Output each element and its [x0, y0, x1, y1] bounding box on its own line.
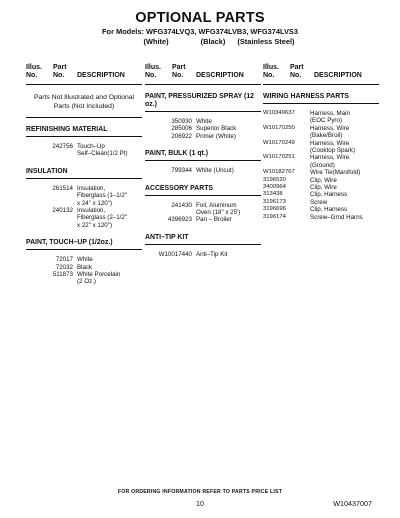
description-header: DESCRIPTION: [77, 72, 125, 79]
part-description: Clip, Harness: [310, 206, 348, 214]
part-row: [263, 169, 379, 176]
part-row: [263, 214, 379, 221]
variant-black: (Black): [200, 37, 226, 46]
part-description: Clip, Wire: [310, 184, 337, 192]
page-title: OPTIONAL PARTS: [135, 10, 265, 26]
column-1-sections: [26, 126, 142, 286]
part-number: W10170250: [263, 124, 295, 131]
parts-column-3: [263, 62, 379, 221]
part-row: [26, 271, 142, 286]
part-description: Harness, Main (EOC Pyro): [310, 110, 350, 125]
section-items: [145, 202, 261, 224]
part-number: W10170249: [263, 139, 295, 146]
part-row: [263, 177, 379, 184]
section-title: WIRING HARNESS PARTS: [263, 93, 379, 104]
section-items: [26, 256, 142, 286]
part-row: [26, 256, 142, 263]
variant-white: (White): [143, 37, 169, 46]
column-2-sections: [145, 93, 261, 258]
part-description: Anti–Tip Kit: [196, 250, 228, 258]
part-description: Black: [77, 263, 93, 271]
part-description: Insulation, Fiberglass (1–1/2" x 24" x 120"): [77, 184, 128, 207]
section-items: [145, 251, 261, 258]
part-number: 206922: [171, 132, 192, 140]
part-description: Clip, Wire: [310, 176, 337, 184]
part-number: W10349637: [263, 110, 295, 116]
parts-column-1: [26, 62, 142, 286]
part-row: [263, 199, 379, 206]
ordering-info: FOR ORDERING INFORMATION REFER TO PARTS PRICE LIST: [117, 489, 283, 495]
part-description: Touch–Up Self–Clean(1/2 Pt): [77, 143, 128, 158]
part-number: 72017: [55, 256, 73, 264]
part-number: 285006: [171, 125, 192, 133]
part-description: Screw–Grnd Harns: [310, 213, 363, 221]
part-number: 242756: [52, 143, 73, 150]
part-number: 3196696: [263, 206, 286, 213]
part-number: 261514: [52, 184, 73, 192]
part-row: [263, 191, 379, 198]
part-row: [263, 184, 379, 191]
part-number: 241430: [171, 201, 192, 209]
column-header: [26, 62, 142, 85]
part-row: [145, 167, 261, 174]
section-title: REFINISHING MATERIAL: [26, 126, 142, 137]
part-description: Harness, Wire (Cooktop Spark): [310, 139, 356, 155]
part-description: Primer (White): [196, 132, 236, 140]
part-row: [145, 133, 261, 140]
part-number: 3196173: [263, 198, 286, 205]
part-row: [145, 118, 261, 125]
part-header: Part No.: [172, 64, 186, 79]
section-items: [26, 185, 142, 229]
column-header: [263, 62, 379, 85]
section-items: [145, 118, 261, 140]
part-number: 799344: [171, 167, 192, 175]
illus-header: Illus. No.: [263, 64, 279, 79]
section-title: ANTI–TIP KIT: [145, 234, 261, 245]
part-number: 3196174: [263, 213, 286, 220]
part-description: White Porcelain (2 Oz.): [77, 271, 121, 286]
part-description: Foil, Aluminum Oven (18" x 25'): [196, 201, 241, 217]
part-number: 313438: [263, 191, 283, 198]
illus-header: Illus. No.: [145, 64, 161, 79]
part-description: Clip, Harness: [310, 191, 348, 199]
part-row: [145, 216, 261, 223]
document-number: W10437007: [333, 499, 372, 508]
column-header: [145, 62, 261, 85]
column-3-sections: [263, 93, 379, 221]
part-header: Part No.: [290, 64, 304, 79]
part-number: 72032: [55, 263, 73, 271]
section-items: [145, 167, 261, 174]
part-number: 4396923: [167, 216, 192, 224]
part-row: [145, 202, 261, 217]
part-number: 350930: [171, 118, 192, 125]
section-title: PAINT, TOUCH–UP (1/2oz.): [26, 239, 142, 250]
part-description: Insulation, Fiberglass (2–1/2" x 22" x 120"): [77, 207, 128, 229]
illus-header: Illus. No.: [26, 64, 42, 79]
part-row: [26, 264, 142, 271]
description-header: DESCRIPTION: [314, 72, 362, 79]
page-number: 10: [196, 499, 204, 508]
section-title: PAINT, BULK (1 qt.): [145, 150, 261, 161]
description-header: DESCRIPTION: [196, 72, 244, 79]
model-variants: [0, 37, 400, 46]
part-description: White: [77, 256, 93, 264]
not-illustrated-note: Parts Not Illustrated and Optional Parts (Not Included): [26, 93, 142, 118]
section-items: [26, 143, 142, 158]
part-header: Part No.: [53, 64, 67, 79]
part-row: [145, 125, 261, 132]
part-number: 240132: [52, 207, 73, 215]
part-row: [263, 154, 379, 169]
parts-column-2: [145, 62, 261, 258]
model-numbers: For Models: WFG374LVQ3, WFG374LVB3, WFG374LVS3: [102, 27, 298, 36]
part-row: [26, 185, 142, 207]
part-number: W10170251: [263, 154, 295, 161]
part-row: [263, 206, 379, 213]
part-description: Wire Tie(Manifold): [310, 169, 361, 177]
section-title: ACCESSORY PARTS: [145, 185, 261, 196]
section-title: PAINT, PRESSURIZED SPRAY (12 oz.): [145, 93, 261, 112]
part-number: W10182767: [263, 169, 295, 176]
part-row: [263, 140, 379, 155]
part-row: [26, 143, 142, 158]
part-description: White: [196, 118, 212, 125]
section-items: [263, 110, 379, 221]
part-number: 511873: [52, 271, 73, 279]
part-description: Harness, Wire (Ground): [310, 154, 350, 169]
part-row: [263, 125, 379, 140]
part-description: Screw: [310, 198, 328, 206]
part-description: White (Uncut): [196, 167, 234, 175]
part-number: 3196520: [263, 176, 286, 183]
part-description: Harness, Wire (Bake/Broil): [310, 124, 350, 140]
part-row: [26, 207, 142, 229]
part-description: Superior Black: [196, 125, 237, 133]
part-row: [145, 251, 261, 258]
part-number: 3400964: [263, 184, 286, 191]
variant-stainless: (Stainless Steel): [237, 37, 295, 46]
part-description: Pan – Broiler: [196, 216, 232, 224]
part-number: W10017440: [158, 250, 192, 258]
section-title: INSULATION: [26, 168, 142, 179]
part-row: [263, 110, 379, 125]
